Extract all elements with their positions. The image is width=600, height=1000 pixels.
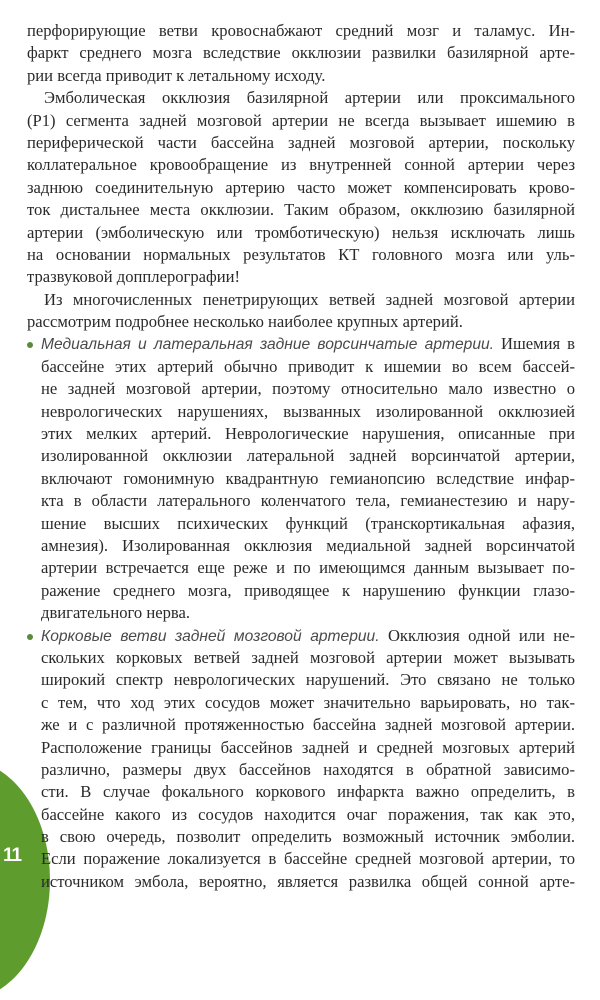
text-line: периферической части бассейна задней мозговой артерии, поскольку <box>27 132 575 152</box>
text-line: шение высших психических функций (транскортикальная афазия, <box>41 513 575 533</box>
text-line <box>41 333 575 355</box>
text-line: коллатеральное кровообращение из внутренней сонной артерии через <box>27 155 575 175</box>
page-number: 11 <box>3 845 22 866</box>
text-line: не задней мозговой артерии, поэтому относительно мало известно о <box>41 379 575 399</box>
text-line: включают гомонимную квадрантную гемианопсию вследствие инфар- <box>41 468 575 488</box>
text-line: на основании нормальных результатов КТ головного мозга или уль- <box>27 244 575 264</box>
text-line: неврологических нарушениях, вызванных изолированной окклюзией <box>41 401 575 421</box>
bullet-cortical-branches <box>27 625 575 894</box>
text-line: артерии встречается еще реже и по имеющимся данным вызывает по- <box>41 558 575 578</box>
text-line: ток дистальнее места окклюзии. Таким образом, окклюзию базилярной <box>27 200 575 220</box>
text-line: с тем, что ход этих сосудов может значительно варьировать, но так- <box>41 692 575 712</box>
text-line: широкий спектр неврологических нарушений. Это связано не только <box>41 670 575 690</box>
text-line: же и с различной протяженностью бассейна задней мозговой артерии. <box>41 715 575 735</box>
text-line <box>41 625 575 647</box>
text-line: рассмотрим подробнее несколько наиболее крупных артерий. <box>27 312 463 332</box>
text-line: этих мелких артерий. Неврологические нарушения, описанные при <box>41 424 575 444</box>
text-line: (P1) сегмента задней мозговой артерии не всегда вызывает ишемию в <box>27 110 575 130</box>
text-line: артерии (эмболическую или тромботическую) нельзя исключать лишь <box>27 222 575 242</box>
text-line: сти. В случае фокального коркового инфаркта важно определить, в <box>41 782 575 802</box>
text-line: различно, размеры двух бассейнов находятся в обратной зависимо- <box>41 759 575 779</box>
text-line: фаркт среднего мозга вследствие окклюзии развилки базилярной арте- <box>27 43 575 63</box>
paragraph-embolic-occlusion <box>27 87 575 289</box>
text-line: тразвуковой допплерографии! <box>27 267 241 287</box>
bullet-term: Медиальная и латеральная задние ворсинчатые артерии. <box>41 336 495 354</box>
text-line: скольких корковых ветвей задней мозговой артерии может вызывать <box>41 647 575 667</box>
text-line: амнезия). Изолированная окклюзия медиальной задней ворсинчатой <box>41 535 575 555</box>
text-line: Из многочисленных пенетрирующих ветвей задней мозговой артерии <box>44 289 575 309</box>
text-line: Если поражение локализуется в бассейне средней мозговой артерии, то <box>41 849 575 869</box>
text-line: в свою очередь, позволит определить возможный источник эмболии. <box>41 827 575 847</box>
bullet-icon <box>27 342 33 348</box>
text-line: заднюю соединительную артерию часто может компенсировать крово- <box>27 177 575 197</box>
bullet-choroidal-arteries <box>27 333 575 624</box>
text-line: двигательного нерва. <box>41 603 191 623</box>
bullet-term: Корковые ветви задней мозговой артерии. <box>41 627 380 645</box>
text-fragment: Окклюзия одной или не- <box>387 625 576 645</box>
text-fragment: Ишемия в <box>501 334 576 354</box>
text-line: рии всегда приводит к летальному исходу. <box>27 65 326 85</box>
text-line: изолированной окклюзии латеральной задней ворсинчатой артерии, <box>41 446 575 466</box>
paragraph-continuation <box>27 20 575 87</box>
text-line: перфорирующие ветви кровоснабжают средний мозг и таламус. Ин- <box>27 21 575 40</box>
text-line: источником эмбола, вероятно, является развилка общей сонной арте- <box>41 871 575 891</box>
bullet-icon <box>27 634 33 640</box>
paragraph-penetrating-branches <box>27 289 575 334</box>
text-line: бассейне этих артерий обычно приводит к ишемии во всем бассей- <box>41 356 575 376</box>
text-line: кта в области латерального коленчатого тела, гемианестезию и нару- <box>41 491 575 511</box>
text-line: ражение среднего мозга, приводящее к нарушению функции глазо- <box>41 580 575 600</box>
text-line: бассейне какого из сосудов находится очаг поражения, так как это, <box>41 804 575 824</box>
text-line: Эмболическая окклюзия базилярной артерии или проксимального <box>44 88 575 108</box>
text-line: Расположение границы бассейнов задней и средней мозговых артерий <box>41 737 575 757</box>
body-text <box>27 20 575 893</box>
